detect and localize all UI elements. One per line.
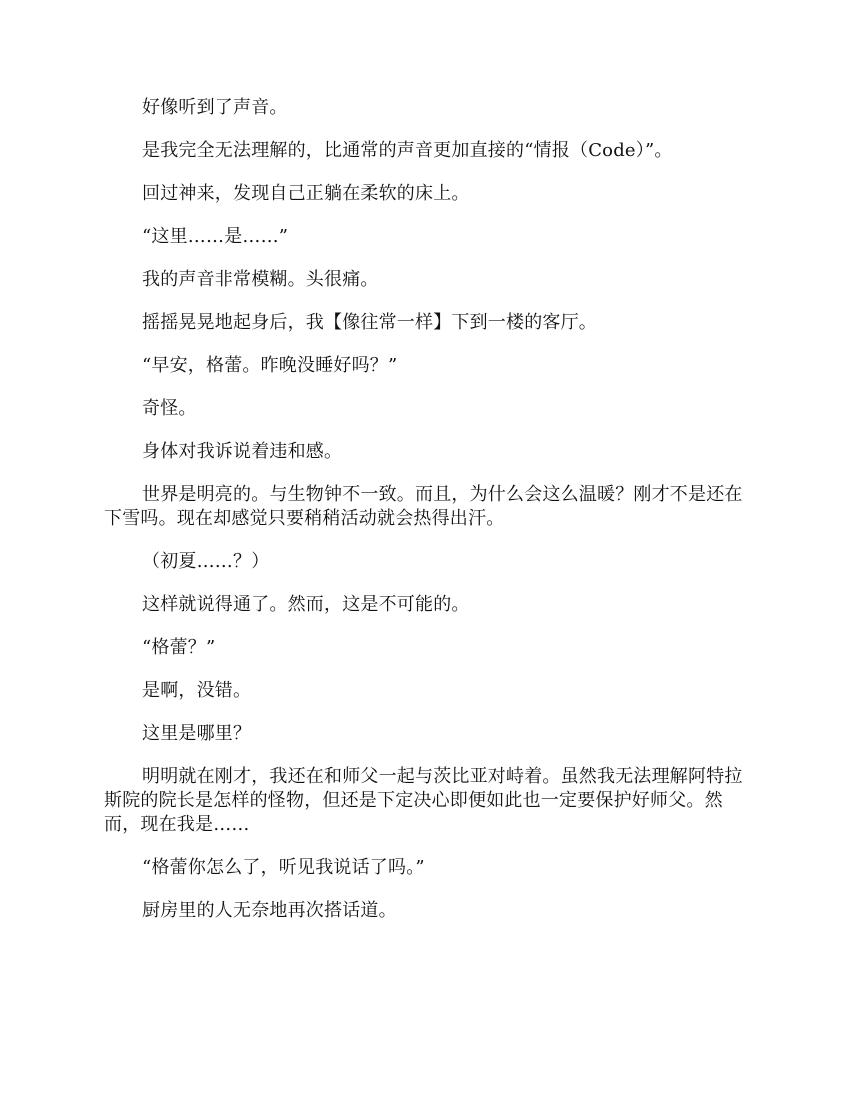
paragraph-8: 奇怪。 bbox=[142, 398, 197, 419]
paragraph-15: 这里是哪里？ bbox=[142, 723, 252, 744]
paragraph-10: 世界是明亮的。与生物钟不一致。而且，为什么会这么温暖？刚才不是还在下雪吗。现在却感觉只要稍稍活动就会热得出汗。 bbox=[104, 484, 743, 529]
paragraph-3: 回过神来，发现自己正躺在柔软的床上。 bbox=[142, 183, 470, 204]
paragraph-1: 好像听到了声音。 bbox=[142, 97, 288, 118]
paragraph-9: 身体对我诉说着违和感。 bbox=[142, 441, 343, 462]
paragraph-17: “格蕾你怎么了，听见我说话了吗。” bbox=[142, 857, 425, 878]
paragraph-14: 是啊，没错。 bbox=[142, 680, 252, 701]
paragraph-16: 明明就在刚才，我还在和师父一起与茨比亚对峙着。虽然我无法理解阿特拉斯院的院长是怎样的怪物，但还是下定决心即便如此也一定要保护好师父。然而，现在我是…… bbox=[104, 766, 743, 835]
paragraph-2: 是我完全无法理解的，比通常的声音更加直接的“情报（Code）”。 bbox=[142, 140, 673, 161]
paragraph-7: “早安，格蕾。昨晚没睡好吗？” bbox=[142, 355, 398, 376]
paragraph-11: （初夏……？） bbox=[142, 551, 270, 572]
paragraph-18: 厨房里的人无奈地再次搭话道。 bbox=[142, 900, 397, 921]
paragraph-4: “这里……是……” bbox=[142, 226, 289, 247]
paragraph-6: 摇摇晃晃地起身后，我【像往常一样】下到一楼的客厅。 bbox=[142, 312, 597, 333]
paragraph-5: 我的声音非常模糊。头很痛。 bbox=[142, 269, 379, 290]
paragraph-12: 这样就说得通了。然而，这是不可能的。 bbox=[142, 594, 470, 615]
paragraph-13: “格蕾？” bbox=[142, 637, 216, 658]
